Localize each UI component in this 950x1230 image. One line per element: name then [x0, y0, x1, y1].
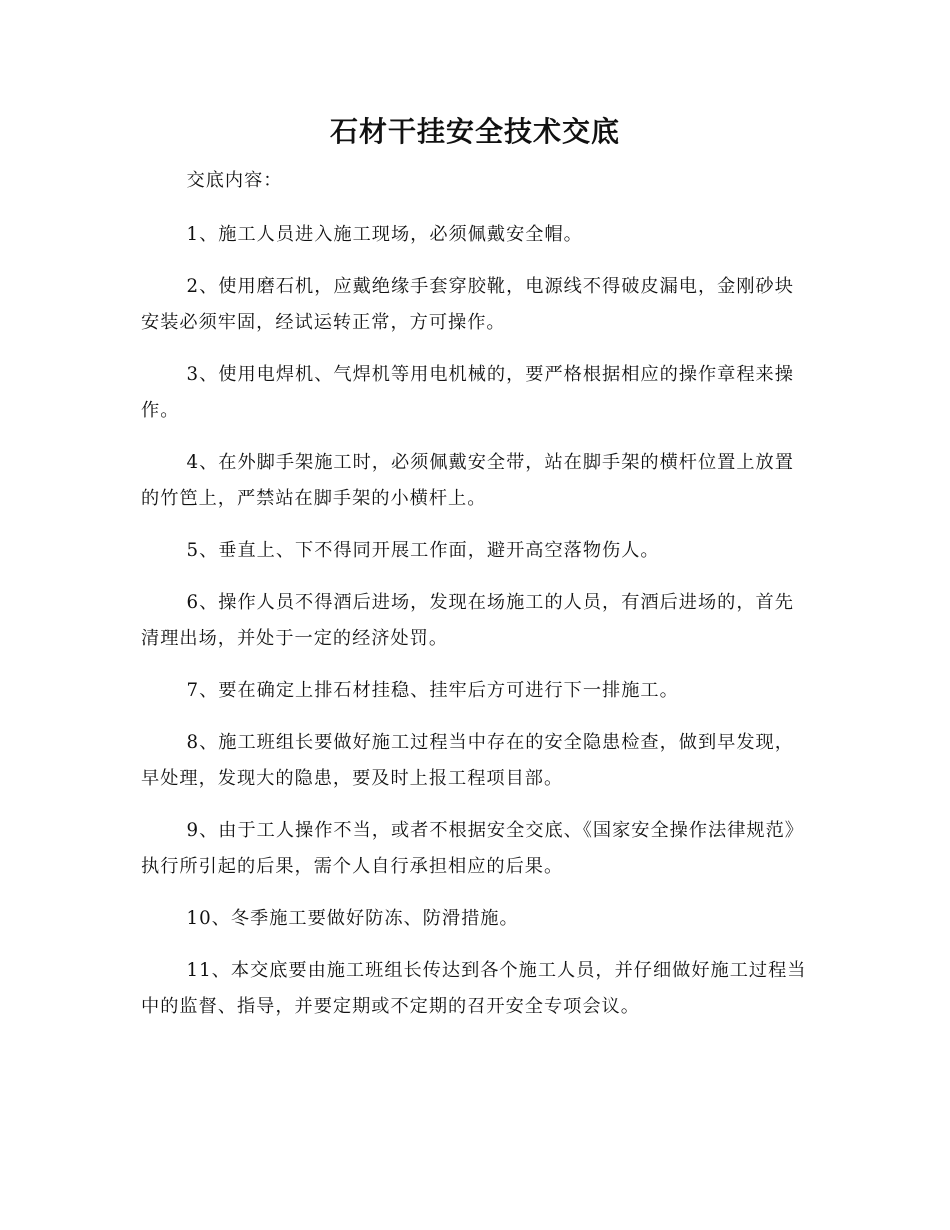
list-item: 11、本交底要由施工班组长传达到各个施工人员，并仔细做好施工过程当中的监督、指导，并要定期或不定期的召开安全专项会议。 [141, 960, 807, 1017]
list-item: 3、使用电焊机、气焊机等用电机械的，要严格根据相应的操作章程来操作。 [141, 364, 794, 421]
list-item: 1、施工人员进入施工现场，必须佩戴安全帽。 [186, 224, 583, 245]
list-item: 6、操作人员不得酒后进场，发现在场施工的人员，有酒后进场的，首先清理出场，并处于一定的经济处罚。 [141, 592, 794, 649]
list-item: 2、使用磨石机，应戴绝缘手套穿胶靴，电源线不得破皮漏电，金刚砂块安装必须牢固，经试运转正常，方可操作。 [141, 276, 794, 333]
intro-label: 交底内容： [186, 170, 283, 191]
list-item: 9、由于工人操作不当，或者不根据安全交底、《国家安全操作法律规范》执行所引起的后果，需个人自行承担相应的后果。 [141, 820, 804, 877]
list-item: 8、施工班组长要做好施工过程当中存在的安全隐患检查，做到早发现，早处理，发现大的隐患，要及时上报工程项目部。 [141, 732, 794, 789]
list-item: 5、垂直上、下不得同开展工作面，避开高空落物伤人。 [186, 540, 660, 561]
document-title: 石材干挂安全技术交底 [329, 115, 620, 148]
list-item: 10、冬季施工要做好防冻、防滑措施。 [186, 908, 519, 929]
document-body [141, 163, 811, 1041]
list-item: 4、在外脚手架施工时，必须佩戴安全带，站在脚手架的横杆位置上放置的竹笆上，严禁站在脚手架的小横杆上。 [141, 452, 794, 509]
list-item: 7、要在确定上排石材挂稳、挂牢后方可进行下一排施工。 [186, 680, 679, 701]
